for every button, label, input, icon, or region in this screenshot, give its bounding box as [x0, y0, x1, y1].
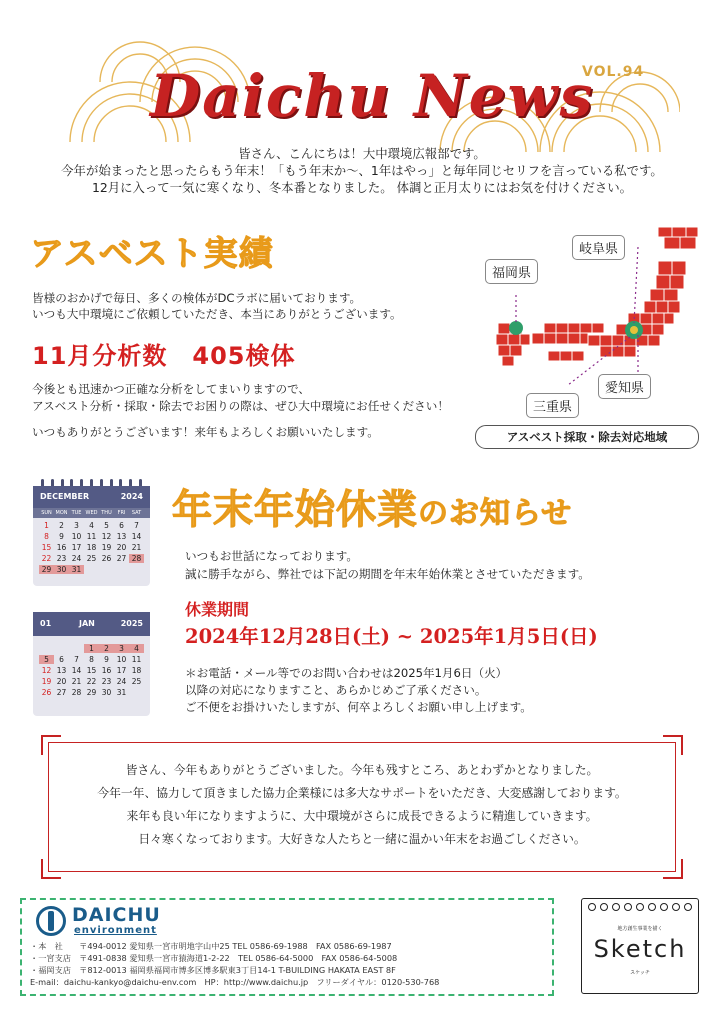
calendar-header [33, 486, 150, 508]
weekday: SAT [131, 510, 142, 516]
day: 15 [86, 666, 97, 675]
day: 17 [71, 543, 82, 552]
message-line: 日々寒くなっております。大好きな人たちと一緒に温かい年末をお過ごしください。 [138, 832, 586, 846]
holiday-title-main: 年末年始休業 [172, 487, 418, 533]
calendar-january [33, 612, 150, 716]
day: 6 [59, 655, 64, 664]
day: 24 [116, 677, 127, 686]
day: 23 [56, 554, 67, 563]
day: 7 [74, 655, 79, 664]
weekday: FRI [117, 510, 126, 516]
address-row: ・一宮支店 〒491-0838 愛知県一宮市猿海道1-2-22 TEL 0586-64-5000 FAX 0586-64-5008 [30, 953, 398, 963]
day-highlighted: 3 [114, 644, 129, 653]
map-label-aichi: 愛知県 [598, 374, 651, 399]
calendar-header [33, 612, 150, 636]
day: 9 [104, 655, 109, 664]
calendar-month: DECEMBER [40, 492, 90, 501]
contact-row: E-mail：daichu-kankyo@daichu-env.com HP：http://www.daichu.jp フリーダイヤル：0120-530-768 [30, 977, 440, 987]
day: 11 [131, 655, 142, 664]
map-label-fukuoka: 福岡県 [485, 259, 538, 284]
corner-ornament [41, 859, 61, 879]
sketch-kana: スケッチ [630, 970, 650, 976]
day: 26 [41, 688, 52, 697]
day: 20 [56, 677, 67, 686]
asbestos-text: 今後とも迅速かつ正確な分析をしてまいりますので、 [32, 382, 311, 396]
day: 14 [131, 532, 142, 541]
intro-line: 今年が始まったと思ったらもう年末！「もう年末か～、1年はやっ」と毎年同じセリフを言っている私です。 [61, 163, 663, 178]
day: 2 [59, 521, 64, 530]
intro-text [20, 145, 704, 196]
day-highlighted: 4 [129, 644, 144, 653]
day: 22 [86, 677, 97, 686]
notebook-rings [588, 903, 692, 911]
sketch-wordmark: Sketch [593, 935, 687, 963]
holiday-note: ご不便をお掛けいたしますが、何卒よろしくお願い申し上げます。 [185, 700, 532, 714]
weekday: THU [101, 510, 112, 516]
corner-ornament [663, 735, 683, 755]
company-addresses [30, 940, 439, 988]
day: 12 [41, 666, 52, 675]
weekday: WED [85, 510, 98, 516]
day: 30 [101, 688, 112, 697]
asbestos-text: いつも大中環境にご依頼していただき、本当にありがとうございます。 [32, 307, 402, 321]
intro-line: 皆さん、こんにちは！大中環境広報部です。 [238, 146, 486, 161]
year-end-message [49, 759, 675, 851]
day: 11 [86, 532, 97, 541]
day: 4 [89, 521, 94, 530]
calendar-month-number: 01 [40, 619, 52, 628]
holiday-text: いつもお世話になっております。 [185, 549, 358, 563]
asbestos-text: 皆様のおかげで毎日、多くの検体がDCラボに届いております。 [32, 291, 362, 305]
calendar-year: 2024 [120, 492, 143, 501]
day-highlighted: 30 [54, 565, 69, 574]
day-highlighted: 31 [69, 565, 84, 574]
day-highlighted: 2 [99, 644, 114, 653]
holiday-note: 以降の対応になりますこと、あらかじめご了承ください。 [185, 683, 487, 697]
asbestos-section-title: アスベスト実績 [30, 234, 274, 274]
day: 3 [74, 521, 79, 530]
region-caption: アスベスト採取・除去対応地域 [475, 425, 699, 449]
day: 18 [131, 666, 142, 675]
message-line: 来年も良い年になりますように、大中環境がさらに成長できるように精進していきます。 [126, 809, 598, 823]
day: 15 [41, 543, 52, 552]
day: 16 [101, 666, 112, 675]
address-row: ・福岡支店 〒812-0013 福岡県福岡市博多区博多駅東3丁目14-1 T-BUILDING HAKATA EAST 8F [30, 965, 396, 975]
analysis-count: 11月分析数 405検体 [32, 342, 296, 370]
calendar-month: JAN [79, 619, 95, 628]
message-line: 今年一年、協力して頂きました協力企業様には多大なサポートをいただき、大変感謝しております。 [97, 786, 627, 800]
day: 25 [86, 554, 97, 563]
day: 12 [101, 532, 112, 541]
holiday-section-title [172, 478, 572, 535]
day: 24 [71, 554, 82, 563]
address-row: ・本 社 〒494-0012 愛知県一宮市明地字山中25 TEL 0586-69-1988 FAX 0586-69-1987 [30, 941, 392, 951]
sketch-logo-card [581, 898, 699, 994]
holiday-period-label: 休業期間 [185, 600, 250, 619]
day: 28 [71, 688, 82, 697]
day-highlighted: 28 [129, 554, 144, 563]
day: 21 [131, 543, 142, 552]
holiday-text: 誠に勝手ながら、弊社では下記の期間を年末年始休業とさせていただきます。 [185, 567, 590, 581]
weekday: SUN [41, 510, 52, 516]
intro-line: 12月に入って一気に寒くなり、冬本番となりました。 体調と正月太りにはお気を付けください。 [91, 180, 633, 195]
day: 13 [56, 666, 67, 675]
day: 10 [71, 532, 82, 541]
day: 31 [116, 688, 127, 697]
sketch-tagline: 地方創生事業を描く [617, 926, 663, 932]
volume-number: VOL.94 [582, 64, 645, 80]
calendar-days [33, 518, 150, 577]
corner-ornament [663, 859, 683, 879]
day: 8 [44, 532, 49, 541]
calendar-december [33, 486, 150, 586]
day: 6 [119, 521, 124, 530]
message-line: 皆さん、今年もありがとうございました。今年も残すところ、あとわずかとなりました。 [125, 763, 599, 777]
day: 14 [71, 666, 82, 675]
year-end-message-box [48, 742, 676, 872]
holiday-note: ＊お電話・メール等でのお問い合わせは2025年1月6日（火） [185, 666, 508, 680]
day: 19 [41, 677, 52, 686]
day: 1 [44, 521, 49, 530]
day: 19 [101, 543, 112, 552]
map-label-mie: 三重県 [526, 393, 579, 418]
day: 7 [134, 521, 139, 530]
weekday: MON [55, 510, 68, 516]
corner-ornament [41, 735, 61, 755]
day: 8 [89, 655, 94, 664]
day: 20 [116, 543, 127, 552]
asbestos-text: アスベスト分析・採取・除去でお困りの際は、ぜひ大中環境にお任せください！ [32, 399, 449, 413]
holiday-period: 2024年12月28日(土) ~ 2025年1月5日(日) [185, 625, 598, 648]
company-logo-icon [36, 906, 66, 936]
weekday: TUE [71, 510, 82, 516]
day: 17 [116, 666, 127, 675]
day: 26 [101, 554, 112, 563]
day-highlighted: 29 [39, 565, 54, 574]
holiday-title-small: のお知らせ [418, 496, 573, 531]
day: 23 [101, 677, 112, 686]
day: 10 [116, 655, 127, 664]
company-logo-text: DAICHU [72, 904, 161, 926]
day-highlighted: 5 [39, 655, 54, 664]
day: 25 [131, 677, 142, 686]
day-highlighted: 1 [84, 644, 99, 653]
calendar-days [33, 636, 150, 700]
day: 18 [86, 543, 97, 552]
map-label-gifu: 岐阜県 [572, 235, 625, 260]
day: 21 [71, 677, 82, 686]
day: 16 [56, 543, 67, 552]
day: 5 [104, 521, 109, 530]
day: 27 [116, 554, 127, 563]
day: 29 [86, 688, 97, 697]
newsletter-title: Daichu News [150, 62, 595, 130]
day: 22 [41, 554, 52, 563]
company-logo-subtext: environment [74, 925, 157, 936]
company-footer [20, 898, 554, 996]
day: 9 [59, 532, 64, 541]
asbestos-text: いつもありがとうございます！来年もよろしくお願いいたします。 [32, 425, 379, 439]
calendar-year: 2025 [120, 619, 143, 628]
day: 13 [116, 532, 127, 541]
day: 27 [56, 688, 67, 697]
